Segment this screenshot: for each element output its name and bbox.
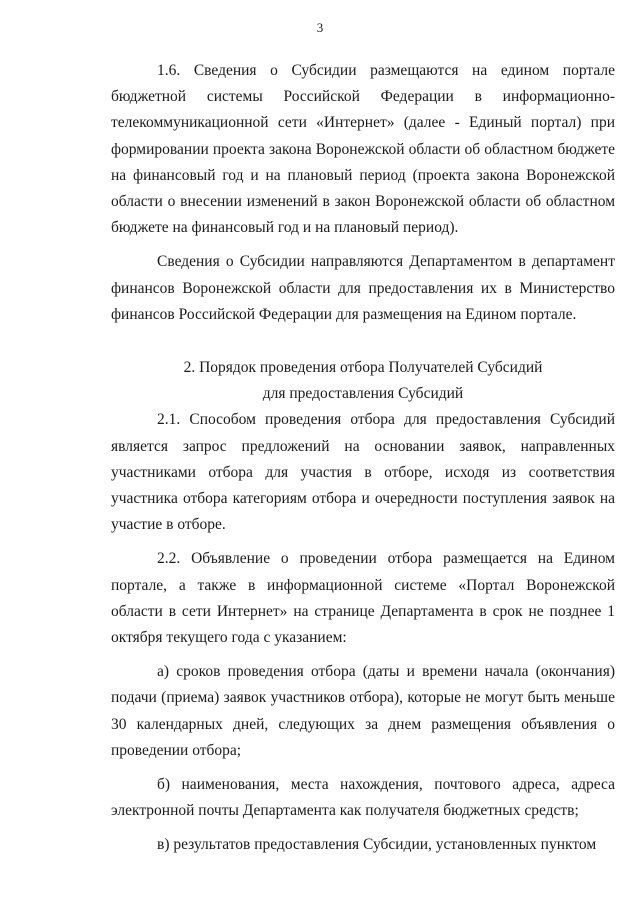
section-heading-line-1: 2. Порядок проведения отбора Получателей Субсидий [183, 359, 543, 377]
list-item-v: в) результатов предоставления Субсидии, установленных пунктом [157, 836, 597, 854]
section-heading-line-2: для предоставления Субсидий [262, 385, 464, 403]
document-body [111, 58, 615, 859]
page-number: 3 [316, 20, 324, 35]
list-item-a: а) сроков проведения отбора (даты и времени начала (окончания) подачи (приема) заявок участников отбора), которые не могут быть меньше 30 календарных дней, следующих за днем размещения объявления о проведении отбора; [111, 663, 615, 759]
section-heading [111, 355, 615, 407]
paragraph-1-6: 1.6. Сведения о Субсидии размещаются на едином портале бюджетной системы Российской Федерации в информационно-телекоммуникационной сети «Интернет» (далее - Единый портал) при формировании проекта закона Воронежской области об областном бюджете на финансовый год и на плановый период (проекта закона Воронежской области о внесении изменений в закон Воронежской области об областном бюджете на финансовый год и на плановый период). [111, 62, 615, 237]
list-item-b: б) наименования, места нахождения, почтового адреса, адреса электронной почты Департамента как получателя бюджетных средств; [111, 776, 615, 820]
paragraph-2-2: 2.2. Объявление о проведении отбора размещается на Едином портале, а также в информационной системе «Портал Воронежской области в сети Интернет» на странице Департамента в срок не позднее 1 октября текущего года с указанием: [111, 550, 615, 647]
paragraph-2-1: 2.1. Способом проведения отбора для предоставления Субсидий является запрос предложений на основании заявок, направленных участниками отбора для участия в отборе, исходя из соответствия участника отбора категориям отбора и очередности поступления заявок на участие в отборе. [111, 411, 615, 534]
paragraph-subsidy-info: Сведения о Субсидии направляются Департаментом в департамент финансов Воронежской области для предоставления их в Министерство финансов Российской Федерации для размещения на Едином портале. [111, 253, 615, 323]
